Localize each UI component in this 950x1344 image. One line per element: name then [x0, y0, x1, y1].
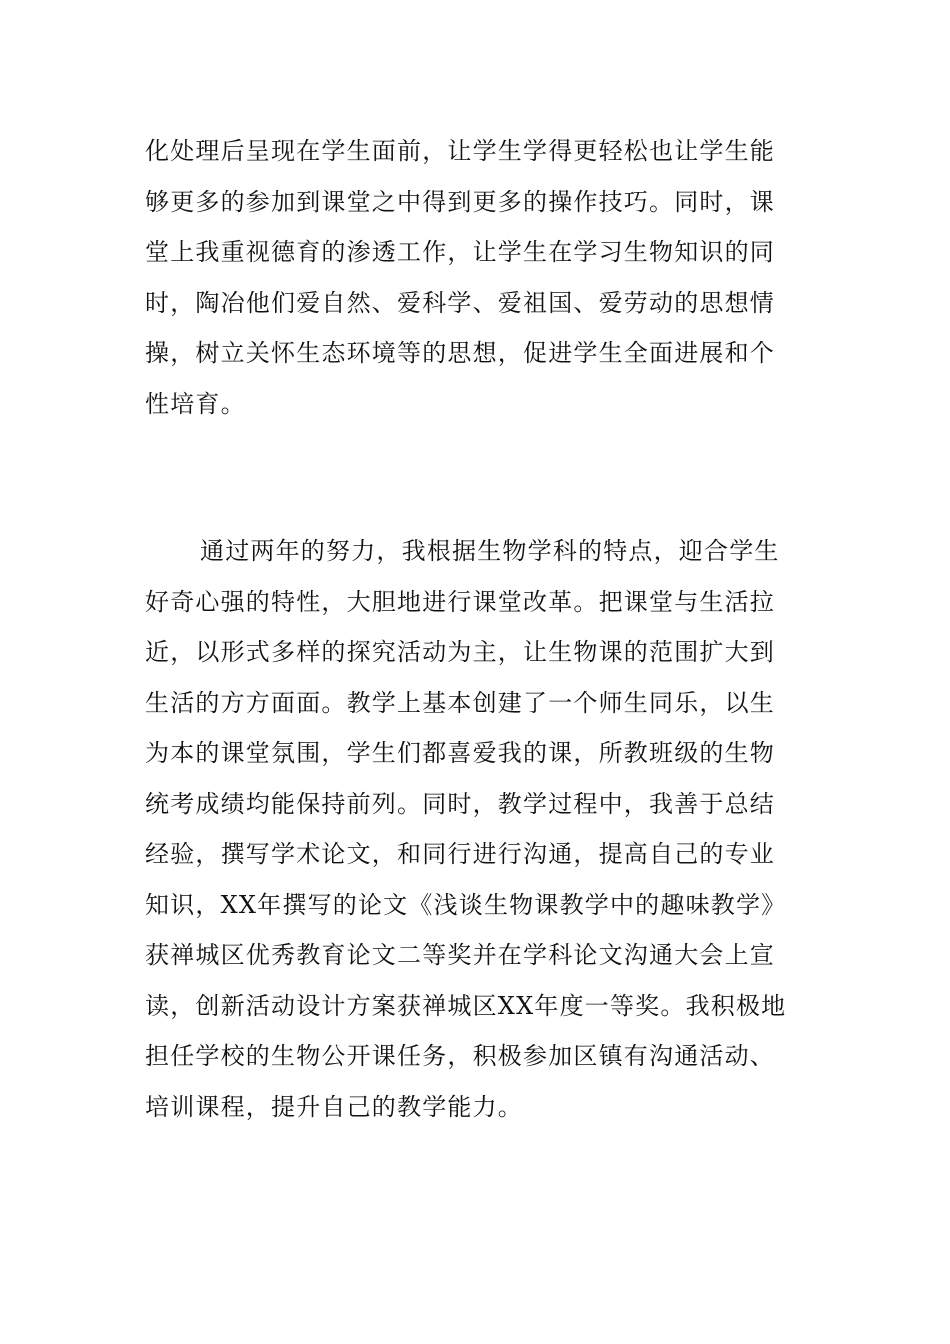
paragraph-line: 知识，XX年撰写的论文《浅谈生物课教学中的趣味教学》	[145, 890, 787, 919]
paragraph-line: 生活的方方面面。教学上基本创建了一个师生同乐，以生	[145, 688, 775, 717]
paragraph-line: 近，以形式多样的探究活动为主，让生物课的范围扩大到	[145, 638, 775, 666]
paragraph-line: 好奇心强的特性，大胆地进行课堂改革。把课堂与生活拉	[145, 587, 775, 616]
paragraph-line: 统考成绩均能保持前列。同时，教学过程中，我善于总结	[145, 789, 775, 818]
paragraph-line: 操，树立关怀生态环境等的思想，促进学生全面进展和个	[145, 339, 775, 367]
paragraph-line: 化处理后呈现在学生面前，让学生学得更轻松也让学生能	[145, 137, 775, 165]
paragraph-line: 获禅城区优秀教育论文二等奖并在学科论文沟通大会上宣	[145, 941, 775, 969]
paragraph-line: 堂上我重视德育的渗透工作，让学生在学习生物知识的同	[145, 238, 775, 266]
paragraph-line: 时，陶冶他们爱自然、爱科学、爱祖国、爱劳动的思想情	[145, 288, 775, 317]
paragraph-line: 经验，撰写学术论文，和同行进行沟通，提高自己的专业	[145, 840, 775, 868]
paragraph-line: 性培育。	[145, 389, 246, 418]
paragraph-first-line: 通过两年的努力，我根据生物学科的特点，迎合学生	[200, 537, 780, 565]
paragraph-line: 够更多的参加到课堂之中得到更多的操作技巧。同时，课	[145, 187, 775, 216]
paragraph-line: 为本的课堂氛围，学生们都喜爱我的课，所教班级的生物	[145, 739, 775, 767]
paragraph-line: 培训课程，提升自己的教学能力。	[145, 1092, 523, 1121]
paragraph-line: 担任学校的生物公开课任务，积极参加区镇有沟通活动、	[145, 1042, 775, 1070]
paragraph-2	[145, 526, 807, 1132]
paragraph-line: 读，创新活动设计方案获禅城区XX年度一等奖。我积极地	[145, 991, 787, 1020]
paragraph-1	[145, 126, 807, 429]
